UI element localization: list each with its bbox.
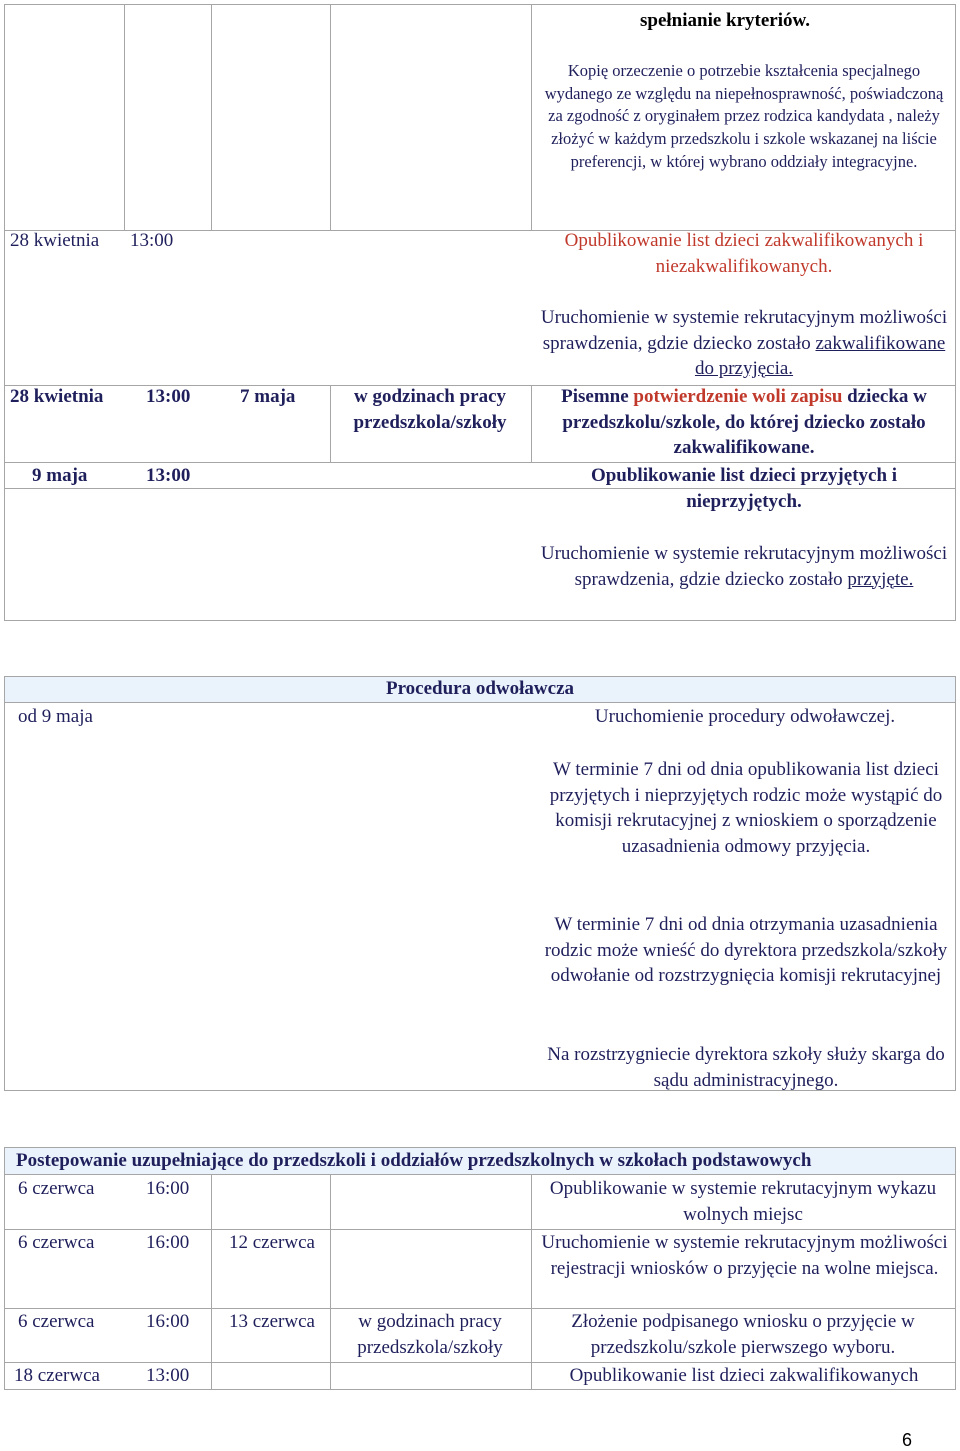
row-action bbox=[538, 384, 950, 461]
action-highlight: potwierdzenie woli zapisu bbox=[633, 386, 843, 407]
page-number: 6 bbox=[902, 1430, 913, 1450]
row-time: 16:00 bbox=[146, 1178, 190, 1199]
col-divider bbox=[531, 4, 532, 230]
row-time: 13:00 bbox=[146, 1365, 190, 1386]
table-border-left bbox=[4, 4, 5, 230]
table-border-left bbox=[4, 230, 5, 620]
system-note-text: Uruchomienie w systemie rekrutacyjnym możliwości sprawdzenia, gdzie dziecko zostało bbox=[540, 307, 948, 354]
row-divider bbox=[4, 1174, 956, 1175]
table-border-left bbox=[4, 676, 5, 1090]
supplementary-title: Postepowanie uzupełniające do przedszkoli i oddziałów przedszkolnych w szkołach podstawowych bbox=[16, 1150, 812, 1171]
row-date: 28 kwietnia bbox=[10, 386, 104, 407]
appeal-title: Procedura odwoławcza bbox=[385, 678, 575, 699]
table-border-right bbox=[955, 230, 956, 620]
row-action: Opublikowanie list dzieci zakwalifikowanych i niezakwalifikowanych. bbox=[564, 230, 924, 277]
row-date: 6 czerwca bbox=[18, 1232, 95, 1253]
action-part: dziecka w przedszkolu/szkole, do której dziecko zostało zakwalifikowane. bbox=[562, 386, 927, 458]
system-note bbox=[538, 305, 950, 382]
row-end-date: 13 czerwca bbox=[229, 1311, 315, 1332]
row-hours: w godzinach pracy przedszkola/szkoły bbox=[357, 1311, 503, 1358]
col-divider bbox=[330, 1174, 331, 1389]
row-action: Złożenie podpisanego wniosku o przyjęcie w przedszkolu/szkole pierwszego wyboru. bbox=[571, 1311, 915, 1358]
appeal-start: Uruchomienie procedury odwoławczej. bbox=[594, 706, 896, 727]
col-divider bbox=[531, 385, 532, 462]
row-time: 16:00 bbox=[146, 1311, 190, 1332]
row-action: Uruchomienie w systemie rekrutacyjnym możliwości rejestracji wniosków o przyjęcie na wolne miejsca. bbox=[541, 1232, 948, 1279]
appeal-para-3: Na rozstrzygniecie dyrektora szkoły służy skarga do sądu administracyjnego. bbox=[547, 1044, 945, 1091]
table-border-right bbox=[955, 676, 956, 1090]
row-date: 6 czerwca bbox=[18, 1311, 95, 1332]
criteria-text: spełnianie kryteriów. bbox=[640, 10, 810, 31]
row-end-date: 12 czerwca bbox=[229, 1232, 315, 1253]
row-time: 16:00 bbox=[146, 1232, 190, 1253]
row-time: 13:00 bbox=[146, 465, 191, 486]
row-action: Opublikowanie list dzieci zakwalifikowanych bbox=[569, 1365, 919, 1386]
appeal-para-2: W terminie 7 dni od dnia otrzymania uzasadnienia rodzic może wnieść do dyrektora przedszkola/szkoły odwołanie od rozstrzygnięcia komisji rekrutacyjnej bbox=[544, 914, 948, 986]
system-note-underlined: przyjęte. bbox=[847, 568, 914, 590]
row-divider bbox=[4, 702, 956, 703]
orzeczenie-note: Kopię orzeczenie o potrzebie kształcenia specjalnego wydanego ze względu na niepełnosprawność, poświadczoną za zgodność z oryginałem przez rodzica kandydata , należy złożyć w każdym przedszkolu i szkole wskazanej na liście preferencji, w której wybrano oddziały integracyjne. bbox=[544, 61, 944, 171]
table-border-right bbox=[955, 4, 956, 230]
col-divider bbox=[330, 4, 331, 230]
row-action: Opublikowanie list dzieci przyjętych i nieprzyjętych. bbox=[590, 465, 898, 512]
appeal-para-1: W terminie 7 dni od dnia opublikowania list dzieci przyjętych i nieprzyjętych rodzic może wystąpić do komisji rekrutacyjnej z wnioskiem o sporządzenie uzasadnienia odmowy przyjęcia. bbox=[549, 759, 943, 857]
table-border-bottom bbox=[4, 1389, 956, 1390]
col-divider bbox=[531, 1174, 532, 1389]
table-border-bottom bbox=[4, 620, 956, 621]
system-note-underlined: zakwalifikowane do przyjęcia. bbox=[694, 332, 946, 379]
table-border-left bbox=[4, 1147, 5, 1389]
system-note bbox=[538, 541, 950, 592]
row-end-date: 7 maja bbox=[240, 386, 296, 407]
row-date: 28 kwietnia bbox=[10, 230, 100, 251]
col-divider bbox=[211, 4, 212, 230]
row-date: 9 maja bbox=[32, 465, 88, 486]
row-date: 6 czerwca bbox=[18, 1178, 95, 1199]
row-action: Opublikowanie w systemie rekrutacyjnym wykazu wolnych miejsc bbox=[549, 1178, 937, 1225]
row-time: 13:00 bbox=[130, 230, 174, 251]
col-divider bbox=[330, 385, 331, 462]
row-hours: w godzinach pracy przedszkola/szkoły bbox=[353, 386, 507, 433]
col-divider bbox=[211, 1174, 212, 1389]
row-date: 18 czerwca bbox=[14, 1365, 100, 1386]
system-note-text: Uruchomienie w systemie rekrutacyjnym możliwości sprawdzenia, gdzie dziecko zostało bbox=[540, 543, 948, 590]
col-divider bbox=[124, 4, 125, 230]
table-border-top bbox=[4, 4, 956, 5]
action-part: Pisemne bbox=[561, 386, 634, 407]
row-time: 13:00 bbox=[146, 386, 191, 407]
appeal-date: od 9 maja bbox=[18, 706, 93, 727]
